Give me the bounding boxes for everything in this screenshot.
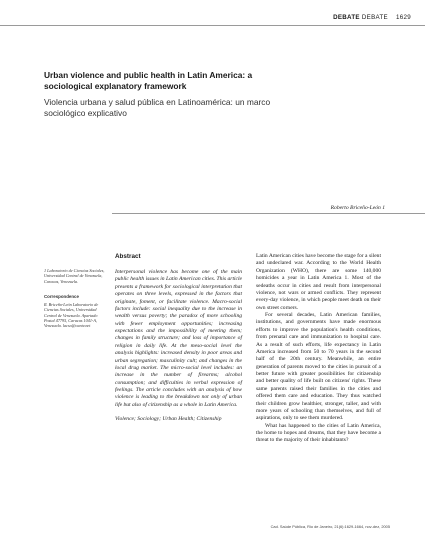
journal-citation-footer: Cad. Saúde Pública, Rio de Janeiro, 21(6):1629-1664, nov-dez, 2005 [270, 524, 390, 529]
article-title-english: Urban violence and public health in Latin America: a sociological explanatory framework [44, 70, 253, 91]
header-rule [0, 25, 425, 26]
body-column [256, 253, 381, 445]
body-paragraph-1: Latin American cities have become the stage for a silent and undeclared war. According to the World Health Organization (WHO), there are some 140,000 homicides a year in Latin America 1. Most of the sedeaths occur in cities and result from interpersonal violence, not wars or armed conflicts. They represent every-day violence, in which people meet death on their own street corners. [256, 253, 381, 311]
correspondence-address: R. Briceño-León Laboratorio de Ciencias Sociales, Universidad Central de Venezuela. Apartado Postal 47795, Caracas 1041-A, Venezuela. lacso@cantv.net [44, 302, 99, 329]
abstract-column [115, 269, 242, 424]
author-rule [112, 213, 425, 214]
article-title-portuguese: Violencia urbana y salud pública en Latinoamérica: un marco sociológico explicativo [44, 97, 271, 118]
abstract-heading: Abstract [115, 253, 141, 260]
author-name: Roberto Briceño-León 1 [330, 205, 385, 211]
section-label-bold: DEBATE [333, 14, 360, 21]
running-header [333, 14, 411, 21]
correspondence-heading: Correspondence [44, 294, 79, 299]
section-label: DEBATE [361, 14, 388, 21]
keywords: Violence; Sociology; Urban Health; Citizenship [115, 416, 222, 423]
page-number: 1629 [396, 14, 411, 21]
author-affiliation: 1 Laboratorio de Ciencias Sociales, Universidad Central de Venezuela, Caracas, Venezuela. [44, 268, 105, 284]
body-paragraph-2: For several decades, Latin American families, institutions, and governments have made enormous efforts to improve the population's health conditions, from prenatal care and immunization to hospital care. As a result of such efforts, life expectancy in Latin America increased from 50 to 70 years in the second half of the 20th century. Meanwhile, an entire generation of parents moved to the cities in pursuit of a better future with greater possibilities for citizenship and better quality of life built on citizens' rights. These same parents raised their families in the cities and offered them care and education. They thus watched their children grow healthier, stronger, taller, and with more years of schooling than themselves, and full of aspirations, only to see them murdered. [256, 312, 381, 422]
body-paragraph-3: What has happened to the cities of Latin America, the home to hopes and dreams, that they have become a threat to the majority of their inhabitants? [256, 422, 381, 444]
abstract-text: Interpersonal violence has become one of the main public health issues in Latin American cities. This article presents a framework for sociological interpretation that operates on three levels, expressed in the factors that originate, foment, or facilitate violence. Macro-social factors include: social inequality due to the increase in wealth versus poverty; the paradox of more schooling with fewer employment opportunities; increasing expectations and the impossibility of meeting them; changes in family structure; and loss of importance of religion in daily life. At the meso-social level the analysis highlights: increased density in poor areas and urban segregation; masculinity cult; and changes in the local drug market. The micro-social level includes: an increase in the number of firearms; alcohol consumption; and difficulties in verbal expression of feelings. The article concludes with an analysis of how violence is leading to the breakdown not only of urban life but also of citizenship as a whole in Latin America. [115, 269, 242, 408]
